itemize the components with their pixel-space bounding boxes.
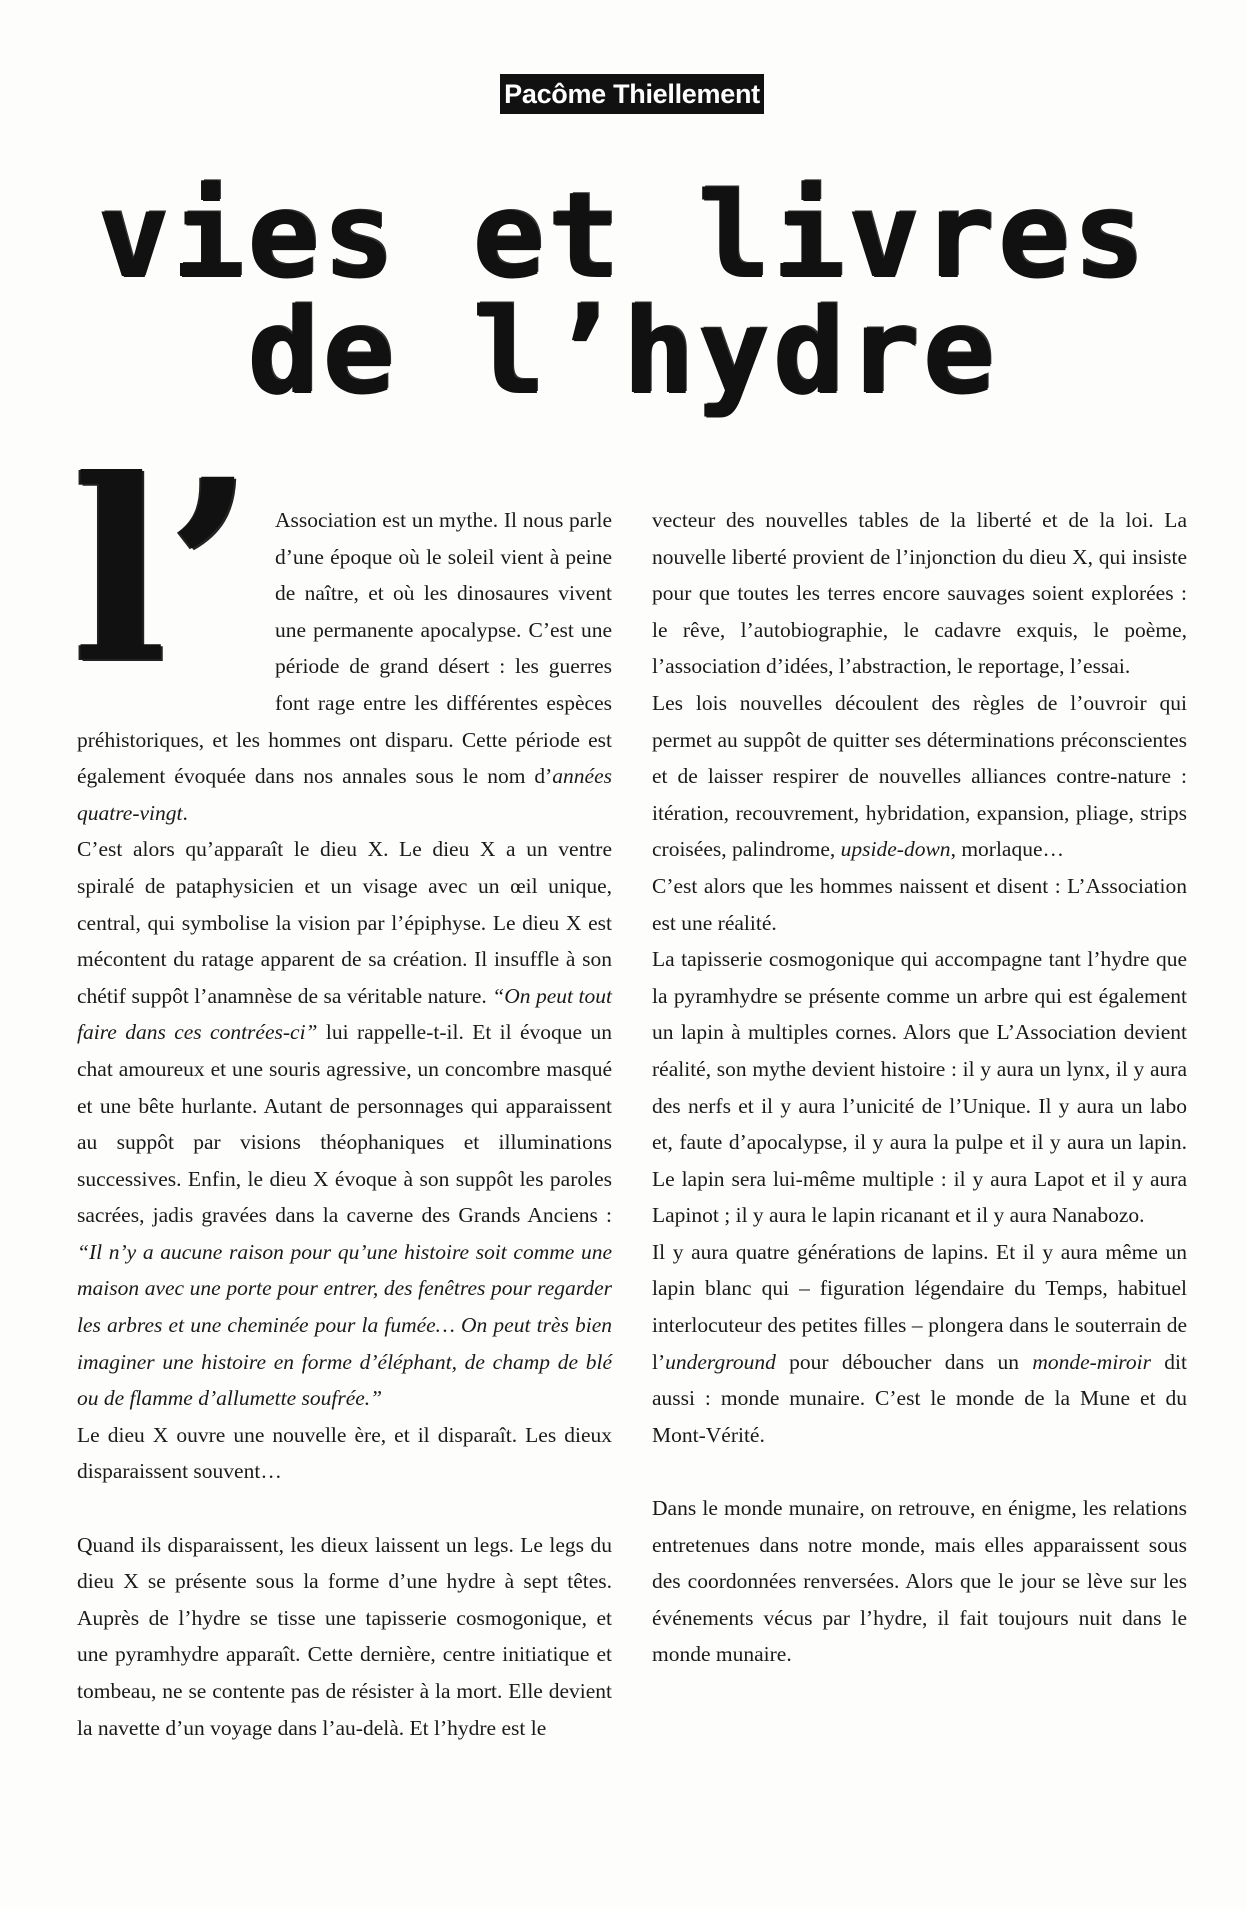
- paragraph: [652, 502, 1187, 685]
- author-label: Pacôme Thiellement: [500, 74, 764, 114]
- paragraph: [77, 1417, 612, 1490]
- right-column: [652, 502, 1187, 1673]
- paragraph: [77, 1527, 612, 1747]
- italic-text: upside-down: [840, 837, 951, 862]
- italic-text: “Il n’y a aucune raison pour qu’une histoire soit comme une maison avec une porte pour entrer, des fenêtres pour regarder les arbres et une cheminée pour la fumée… On peut très bien imaginer une histoire en forme d’éléphant, de champ de blé ou de flamme d’allumette soufrée.”: [77, 1239, 612, 1411]
- drop-cap: l’: [72, 424, 255, 718]
- italic-text: années quatre-vingt: [77, 764, 612, 825]
- paragraph: [77, 831, 612, 1417]
- italic-text: “On peut tout faire dans ces contrées-ci”: [77, 983, 612, 1045]
- text-run: dit aussi : monde munaire. C’est le monde de la Mune et du Mont-Vérité.: [652, 1349, 1187, 1447]
- italic-text: underground: [665, 1349, 776, 1374]
- paragraph: [652, 685, 1187, 868]
- text-run: .: [182, 800, 188, 825]
- text-run: Le dieu X ouvre une nouvelle ère, et il disparaît. Les dieux disparaissent souvent…: [77, 1422, 612, 1484]
- italic-text: monde-miroir: [1032, 1349, 1151, 1374]
- left-column: [77, 502, 612, 1746]
- title-line-2: de l’hydre: [247, 282, 999, 420]
- text-run: C’est alors que les hommes naissent et disent : L’Association est une réalité.: [652, 873, 1187, 935]
- text-run: Les lois nouvelles découlent des règles de l’ouvroir qui permet au suppôt de quitter ses déterminations préconscientes et de laisser respirer de nouvelles alliances contre-nature : itération, recouvrement, hybridation, expansion, pliage, strips croisées, palindrome,: [652, 690, 1187, 862]
- paragraph: [652, 941, 1187, 1234]
- text-run: Quand ils disparaissent, les dieux laissent un legs. Le legs du dieu X se présente sous la forme d’une hydre à sept têtes. Auprès de l’hydre se tisse une tapisserie cosmogonique, et une pyramhydre apparaît. Cette dernière, centre initiatique et tombeau, ne se contente pas de résister à la mort. Elle devient la navette d’un voyage dans l’au-delà. Et l’hydre est le: [77, 1532, 612, 1740]
- text-run: C’est alors qu’apparaît le dieu X. Le dieu X a un ventre spiralé de pataphysicien et un visage avec un œil unique, central, qui symbolise la vision par l’épiphyse. Le dieu X est mécontent du ratage apparent de sa création. Il insuffle à son chétif suppôt l’anamnèse de sa véritable nature.: [77, 837, 612, 1008]
- paragraph: [652, 1234, 1187, 1454]
- text-run: vecteur des nouvelles tables de la liberté et de la loi. La nouvelle liberté provient de l’injonction du dieu X, qui insiste pour que toutes les terres encore sauvages soient explorées : le rêve, l’autobiographie, le cadavre exquis, le poème, l’association d’idées, l’abstraction, le reportage, l’essai.: [652, 508, 1187, 679]
- paragraph: [652, 1490, 1187, 1673]
- text-run: La tapisserie cosmogonique qui accompagne tant l’hydre que la pyramhydre se présente comme un arbre qui est également un lapin à multiples cornes. Alors que L’Association devient réalité, son mythe devient histoire : il y aura un lynx, il y aura des nerfs et il y aura l’unicité de l’Unique. Il y aura un labo et, faute d’apocalypse, il y aura la pulpe et il y aura un lapin. Le lapin sera lui-même multiple : il y aura Lapot et il y aura Lapinot ; il y aura le lapin ricanant et il y aura Nanabozo.: [652, 947, 1187, 1228]
- text-run: , morlaque…: [950, 837, 1065, 862]
- text-run: Dans le monde munaire, on retrouve, en énigme, les relations entretenues dans notre monde, mais elles apparaissent sous des coordonnées renversées. Alors que le jour se lève sur les événements vécus par l’hydre, il fait toujours nuit dans le monde munaire.: [652, 1496, 1187, 1667]
- text-run: Il y aura quatre générations de lapins. Et il y aura même un lapin blanc qui – figuration légendaire du Temps, habituel interlocuteur des petites filles – plongera dans le souterrain de l’: [652, 1239, 1187, 1374]
- text-run: lui rappelle-t-il. Et il évoque un chat amoureux et une souris agressive, un concombre masqué et une bête hurlante. Autant de personnages qui apparaissent au suppôt par visions théophaniques et illuminations successives. Enfin, le dieu X évoque à son suppôt les paroles sacrées, jadis gravées dans la caverne des Grands Anciens :: [77, 1020, 612, 1228]
- text-run: Association est un mythe. Il nous parle d’une époque où le soleil vient à peine de naître, et où les dinosaures vivent une permanente apocalypse. C’est une période de grand désert : les guerres font rage entre les différentes espèces préhistoriques, et les hommes ont disparu. Cette période est également évoquée dans nos annales sous le nom d’: [77, 508, 612, 789]
- paragraph: [77, 502, 612, 831]
- text-run: pour déboucher dans un: [775, 1349, 1033, 1374]
- title-line-1: vies et livres: [97, 166, 1149, 304]
- paragraph: [652, 868, 1187, 941]
